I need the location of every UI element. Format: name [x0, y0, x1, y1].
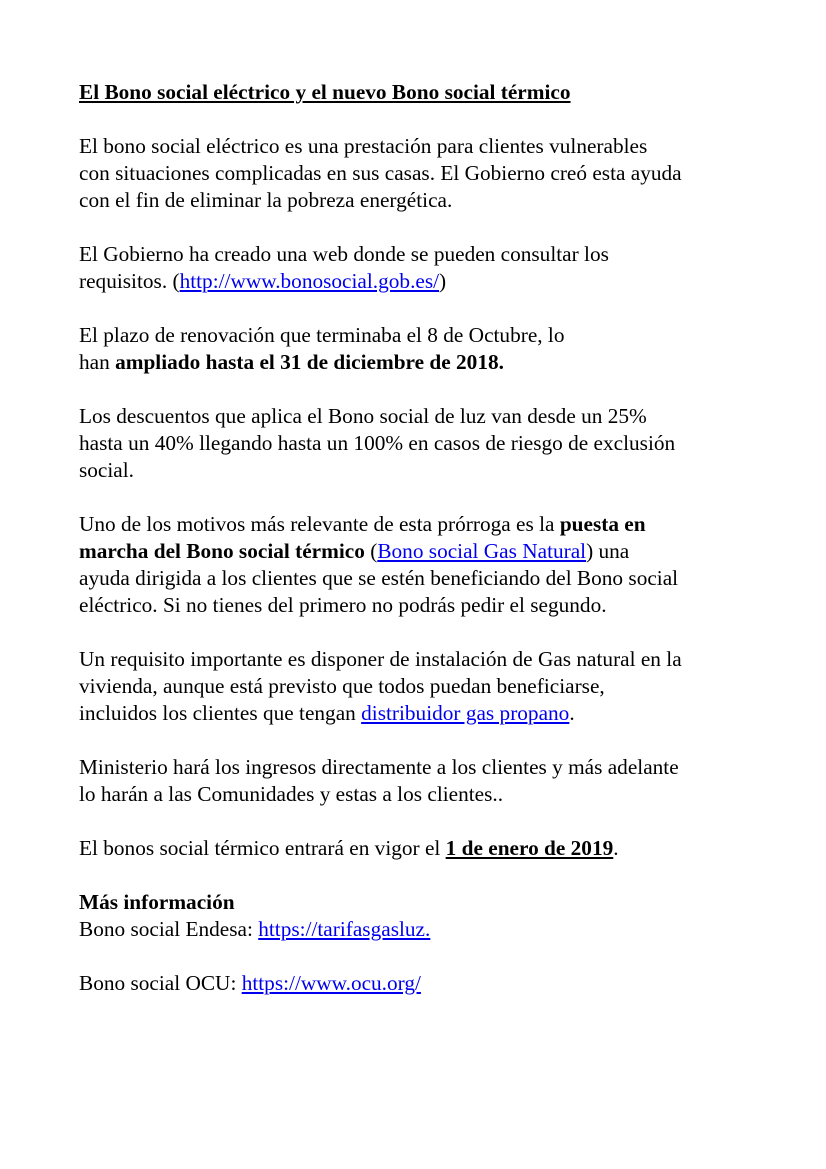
paragraph-intro: [79, 133, 759, 214]
paragraph-deadline: [79, 322, 759, 376]
paragraph-requirement: [79, 646, 759, 727]
text-fragment: (: [364, 539, 378, 563]
paragraph-line: [79, 349, 759, 376]
text-fragment: incluidos los clientes que tengan: [79, 701, 362, 725]
text-fragment: han: [79, 350, 116, 374]
paragraph-line: hasta un 40% llegando hasta un 100% en casos de riesgo de exclusión: [79, 431, 676, 455]
ocu-link[interactable]: https://www.ocu.org/: [241, 971, 421, 995]
paragraph-line: [79, 835, 759, 862]
paragraph-line: El plazo de renovación que terminaba el 8 de Octubre, lo: [79, 323, 565, 347]
paragraph-line: Ministerio hará los ingresos directamente a los clientes y más adelante: [79, 755, 679, 779]
paragraph-line: con el fin de eliminar la pobreza energética.: [79, 188, 453, 212]
thermal-emphasis-start: puesta en: [559, 512, 646, 536]
endesa-link[interactable]: https://tarifasgasluz.: [258, 917, 431, 941]
document-title-block: [79, 79, 759, 106]
text-fragment: ) una: [586, 539, 630, 563]
more-info-heading: Más información: [79, 890, 235, 914]
paragraph-start-date: [79, 835, 759, 862]
paragraph-line: El Gobierno ha creado una web donde se pueden consultar los: [79, 242, 609, 266]
document-page: [79, 79, 759, 1024]
deadline-emphasis: ampliado hasta el 31 de diciembre de 2018.: [115, 350, 504, 374]
bonosocial-link[interactable]: http://www.bonosocial.gob.es/: [179, 269, 440, 293]
paragraph-line: social.: [79, 458, 134, 482]
text-fragment: ): [439, 269, 447, 293]
paragraph-line: vivienda, aunque está previsto que todos puedan beneficiarse,: [79, 674, 605, 698]
paragraph-line: [79, 700, 759, 727]
text-fragment: requisitos. (: [79, 269, 180, 293]
ocu-line: [79, 970, 759, 997]
endesa-line: [79, 916, 759, 943]
paragraph-thermal-bonus: [79, 511, 759, 619]
paragraph-line: [79, 511, 759, 538]
paragraph-line: [79, 538, 759, 565]
paragraph-line: El bono social eléctrico es una prestación para clientes vulnerables: [79, 134, 648, 158]
paragraph-line: Los descuentos que aplica el Bono social de luz van desde un 25%: [79, 404, 647, 428]
paragraph-line: eléctrico. Si no tienes del primero no podrás pedir el segundo.: [79, 593, 607, 617]
text-fragment: Uno de los motivos más relevante de esta prórroga es la: [79, 512, 560, 536]
gas-natural-link[interactable]: Bono social Gas Natural: [377, 539, 587, 563]
propane-distributor-link[interactable]: distribuidor gas propano: [361, 701, 570, 725]
paragraph-line: Un requisito importante es disponer de instalación de Gas natural en la: [79, 647, 682, 671]
paragraph-discounts: [79, 403, 759, 484]
ocu-label: Bono social OCU:: [79, 971, 242, 995]
paragraph-line: lo harán a las Comunidades y estas a los clientes..: [79, 782, 504, 806]
paragraph-line: [79, 268, 759, 295]
paragraph-website: [79, 241, 759, 295]
thermal-emphasis-end: marcha del Bono social térmico: [79, 539, 365, 563]
paragraph-line: con situaciones complicadas en sus casas. El Gobierno creó esta ayuda: [79, 161, 682, 185]
text-fragment: El bonos social térmico entrará en vigor el: [79, 836, 446, 860]
paragraph-line: ayuda dirigida a los clientes que se estén beneficiando del Bono social: [79, 566, 679, 590]
document-title: El Bono social eléctrico y el nuevo Bono social térmico: [79, 80, 571, 104]
ocu-block: [79, 970, 759, 997]
endesa-label: Bono social Endesa:: [79, 917, 259, 941]
start-date-emphasis: 1 de enero de 2019: [445, 836, 614, 860]
text-fragment: .: [569, 701, 575, 725]
paragraph-ministry: [79, 754, 759, 808]
text-fragment: .: [613, 836, 619, 860]
more-info-section: [79, 889, 759, 943]
